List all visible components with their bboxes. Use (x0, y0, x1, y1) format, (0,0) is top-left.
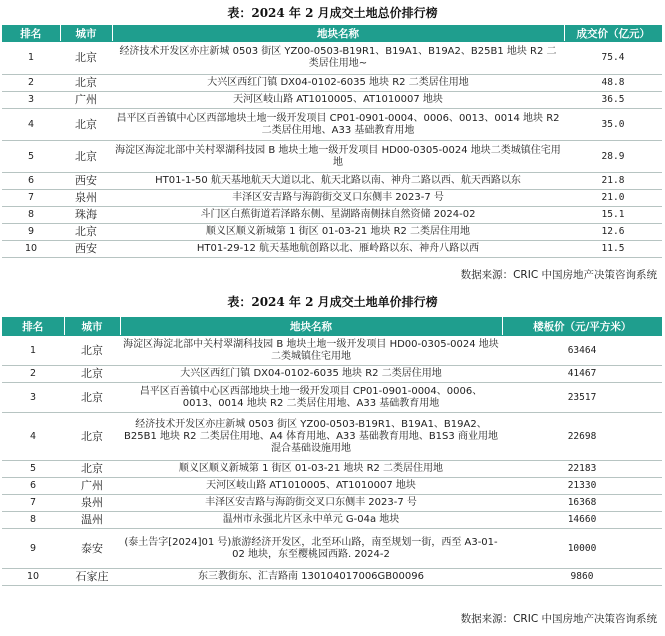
table1-header-city: 城市 (60, 25, 112, 42)
value-cell: 63464 (502, 336, 662, 366)
city-cell: 西安 (60, 241, 112, 258)
rank-cell: 2 (2, 75, 60, 92)
city-cell: 泉州 (60, 190, 112, 207)
rank-cell: 7 (2, 190, 60, 207)
city-cell: 温州 (64, 512, 120, 529)
rank-cell: 1 (2, 42, 60, 75)
rank-cell: 9 (2, 224, 60, 241)
table2-header-parcel: 地块名称 (120, 317, 502, 336)
rank-cell: 5 (2, 461, 64, 478)
parcel-cell: 大兴区西红门镇 DX04-0102-6035 地块 R2 二类居住用地 (112, 75, 564, 92)
value-cell: 48.8 (564, 75, 662, 92)
table1-header-row (2, 25, 662, 42)
table2-header-row (2, 317, 662, 336)
rank-cell: 10 (2, 241, 60, 258)
rank-cell: 8 (2, 512, 64, 529)
table-row (2, 336, 662, 366)
city-cell: 北京 (60, 141, 112, 173)
parcel-cell: 海淀区海淀北部中关村翠湖科技园 B 地块土地一级开发项目 HD00-0305-0024 地块二类城镇住宅用地 (112, 141, 564, 173)
city-cell: 北京 (60, 75, 112, 92)
parcel-cell: HT01-1-50 航天基地航天大道以北、航天北路以南、神舟二路以西、航天西路以东 (112, 173, 564, 190)
table-row (2, 92, 662, 109)
table-row (2, 141, 662, 173)
table-row (2, 207, 662, 224)
value-cell: 21.8 (564, 173, 662, 190)
rank-cell: 1 (2, 336, 64, 366)
parcel-cell: 经济技术开发区亦庄新城 0503 街区 YZ00-0503-B19R1、B19A1、B19A2、B25B1 地块 R2 二类居住用地~ (112, 42, 564, 75)
value-cell: 21.0 (564, 190, 662, 207)
table2-header-value: 楼板价（元/平方米） (502, 317, 662, 336)
table1-header-rank: 排名 (2, 25, 60, 42)
rank-cell: 3 (2, 383, 64, 413)
city-cell: 北京 (60, 224, 112, 241)
value-cell: 36.5 (564, 92, 662, 109)
unit-price-ranking-table (2, 317, 662, 586)
table2-header-rank: 排名 (2, 317, 64, 336)
city-cell: 北京 (64, 366, 120, 383)
value-cell: 10000 (502, 529, 662, 569)
rank-cell: 3 (2, 92, 60, 109)
parcel-cell: 昌平区百善镇中心区西部地块土地一级开发项目 CP01-0901-0004、0006、0013、0014 地块 R2 二类居住用地、A33 基础教育用地 (120, 383, 502, 413)
table-row (2, 461, 662, 478)
table-row (2, 42, 662, 75)
table-row (2, 529, 662, 569)
value-cell: 35.0 (564, 109, 662, 141)
table1-header-value: 成交价（亿元） (564, 25, 662, 42)
table2-title: 表：2024 年 2 月成交土地单价排行榜 (227, 295, 438, 309)
city-cell: 北京 (60, 42, 112, 75)
table1-source-note: 数据来源：CRIC 中国房地产决策咨询系统 (460, 269, 657, 281)
table-row (2, 495, 662, 512)
parcel-cell: 东三教街东、汇吉路南 130104017006GB00096 (120, 569, 502, 586)
table-row (2, 512, 662, 529)
table1-title: 表：2024 年 2 月成交土地总价排行榜 (227, 6, 438, 20)
table-row (2, 478, 662, 495)
value-cell: 11.5 (564, 241, 662, 258)
value-cell: 14660 (502, 512, 662, 529)
parcel-cell: 海淀区海淀北部中关村翠湖科技园 B 地块土地一级开发项目 HD00-0305-0024 地块二类城镇住宅用地 (120, 336, 502, 366)
parcel-cell: 丰泽区安吉路与海韵街交叉口东侧丰 2023-7 号 (120, 495, 502, 512)
table-row (2, 75, 662, 92)
rank-cell: 4 (2, 413, 64, 461)
city-cell: 泰安 (64, 529, 120, 569)
table-row (2, 569, 662, 586)
city-cell: 北京 (64, 383, 120, 413)
parcel-cell: 顺义区顺义新城第 1 街区 01-03-21 地块 R2 二类居住用地 (112, 224, 564, 241)
table2-header-city: 城市 (64, 317, 120, 336)
rank-cell: 9 (2, 529, 64, 569)
table2-source-note: 数据来源：CRIC 中国房地产决策咨询系统 (460, 613, 657, 625)
rank-cell: 8 (2, 207, 60, 224)
value-cell: 22698 (502, 413, 662, 461)
parcel-cell: 大兴区西红门镇 DX04-0102-6035 地块 R2 二类居住用地 (120, 366, 502, 383)
table-row (2, 109, 662, 141)
table-row (2, 383, 662, 413)
table-row (2, 224, 662, 241)
value-cell: 16368 (502, 495, 662, 512)
parcel-cell: 温州市永强北片区永中单元 G-04a 地块 (120, 512, 502, 529)
value-cell: 22183 (502, 461, 662, 478)
parcel-cell: 斗门区白蕉街道若泽路东侧、星湖路南侧抹自然资储 2024-02 (112, 207, 564, 224)
rank-cell: 6 (2, 173, 60, 190)
city-cell: 北京 (64, 336, 120, 366)
parcel-cell: 天河区岐山路 AT1010005、AT1010007 地块 (120, 478, 502, 495)
table-row (2, 190, 662, 207)
rank-cell: 5 (2, 141, 60, 173)
value-cell: 23517 (502, 383, 662, 413)
parcel-cell: 经济技术开发区亦庄新城 0503 街区 YZ00-0503-B19R1、B19A1、B19A2、B25B1 地块 R2 二类居住用地、A4 体育用地、A33 基础教育用地、B1S3 商业用地混合基础设施用地 (120, 413, 502, 461)
rank-cell: 6 (2, 478, 64, 495)
city-cell: 珠海 (60, 207, 112, 224)
city-cell: 西安 (60, 173, 112, 190)
table-row (2, 173, 662, 190)
value-cell: 75.4 (564, 42, 662, 75)
city-cell: 广州 (60, 92, 112, 109)
value-cell: 15.1 (564, 207, 662, 224)
value-cell: 12.6 (564, 224, 662, 241)
parcel-cell: 昌平区百善镇中心区西部地块土地一级开发项目 CP01-0901-0004、0006、0013、0014 地块 R2 二类居住用地、A33 基础教育用地 (112, 109, 564, 141)
value-cell: 41467 (502, 366, 662, 383)
value-cell: 21330 (502, 478, 662, 495)
table-row (2, 366, 662, 383)
value-cell: 9860 (502, 569, 662, 586)
city-cell: 石家庄 (64, 569, 120, 586)
table-row (2, 241, 662, 258)
city-cell: 北京 (64, 461, 120, 478)
rank-cell: 7 (2, 495, 64, 512)
parcel-cell: HT01-29-12 航天基地航创路以北、雁岭路以东、神舟八路以西 (112, 241, 564, 258)
city-cell: 广州 (64, 478, 120, 495)
total-price-ranking-table (2, 25, 662, 258)
city-cell: 北京 (60, 109, 112, 141)
city-cell: 北京 (64, 413, 120, 461)
parcel-cell: 丰泽区安吉路与海韵街交叉口东侧丰 2023-7 号 (112, 190, 564, 207)
parcel-cell: (泰土告字[2024]01 号)旅游经济开发区，北至环山路，南至规划一街，西至 A3-01-02 地块，东至樱桃园西路. 2024-2 (120, 529, 502, 569)
rank-cell: 2 (2, 366, 64, 383)
table1-header-parcel: 地块名称 (112, 25, 564, 42)
rank-cell: 10 (2, 569, 64, 586)
rank-cell: 4 (2, 109, 60, 141)
table-row (2, 413, 662, 461)
parcel-cell: 顺义区顺义新城第 1 街区 01-03-21 地块 R2 二类居住用地 (120, 461, 502, 478)
city-cell: 泉州 (64, 495, 120, 512)
value-cell: 28.9 (564, 141, 662, 173)
parcel-cell: 天河区岐山路 AT1010005、AT1010007 地块 (112, 92, 564, 109)
